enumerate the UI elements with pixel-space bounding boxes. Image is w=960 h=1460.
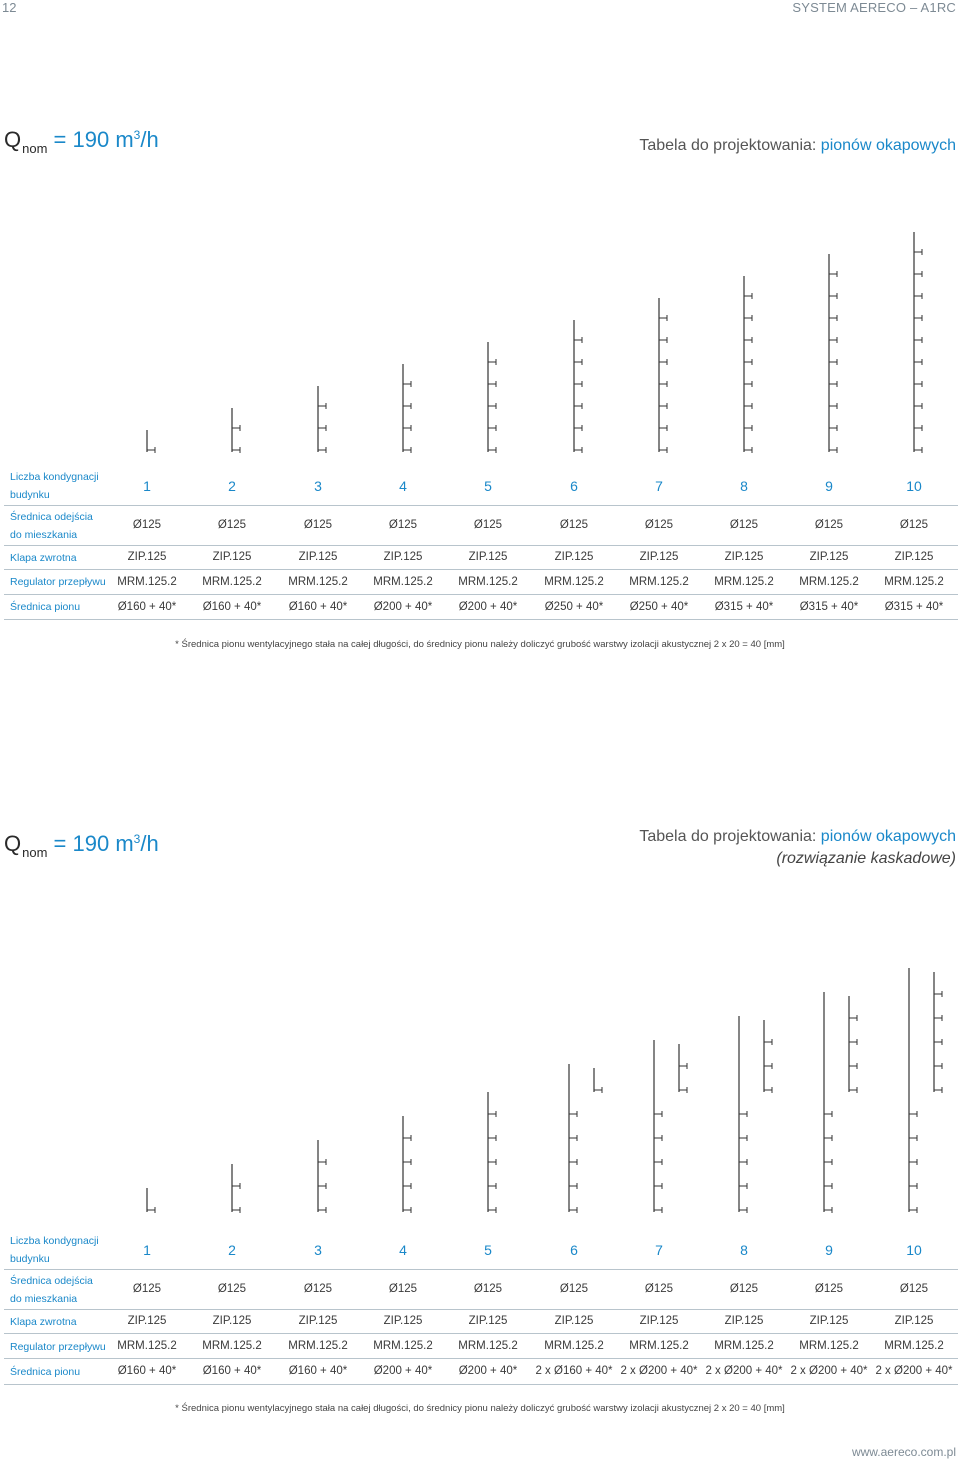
row-divider xyxy=(4,505,958,506)
riser-diameter-cell: Ø160 + 40* xyxy=(288,1365,348,1377)
valve-cell: ZIP.125 xyxy=(298,1315,338,1327)
floor-count-cell: 9 xyxy=(825,478,833,494)
regulator-cell: MRM.125.2 xyxy=(117,1340,177,1352)
title-prefix: Tabela do projektowania: xyxy=(639,828,821,845)
cascade-riser-diagram xyxy=(0,960,960,1220)
regulator-cell: MRM.125.2 xyxy=(629,576,689,588)
website-url: www.aereco.com.pl xyxy=(851,1445,956,1459)
q-symbol: Q xyxy=(4,831,22,856)
riser-diameter-cell: Ø160 + 40* xyxy=(117,1365,177,1377)
q-value: = 190 m xyxy=(47,831,134,856)
regulator-cell: MRM.125.2 xyxy=(799,576,859,588)
riser-diameter-cell: Ø315 + 40* xyxy=(714,601,774,613)
branch-diameter-cell: Ø125 xyxy=(388,1283,418,1295)
floor-count-cell: 2 xyxy=(228,1242,236,1258)
footnote: * Średnica pionu wentylacyjnego stała na całej długości, do średnicy pionu należy doliczyć grubość warstwy izolacji akustycznej 2 x 20 = 40 [mm] xyxy=(175,1403,785,1414)
valve-cell: ZIP.125 xyxy=(724,1315,764,1327)
floor-count-cell: 2 xyxy=(228,478,236,494)
valve-cell: ZIP.125 xyxy=(554,551,594,563)
riser-diameter-cell: 2 x Ø200 + 40* xyxy=(875,1365,953,1377)
branch-diameter-cell: Ø125 xyxy=(899,519,929,531)
label-regulator: Regulator przepływu xyxy=(10,1341,106,1353)
q-value: = 190 m xyxy=(47,127,134,152)
flow-rate-heading xyxy=(4,127,159,156)
valve-cell: ZIP.125 xyxy=(554,1315,594,1327)
branch-diameter-cell: Ø125 xyxy=(559,1283,589,1295)
valve-cell: ZIP.125 xyxy=(809,1315,849,1327)
regulator-cell: MRM.125.2 xyxy=(714,576,774,588)
valve-cell: ZIP.125 xyxy=(383,551,423,563)
riser-diameter-cell: 2 x Ø160 + 40* xyxy=(535,1365,613,1377)
floor-count-cell: 8 xyxy=(740,478,748,494)
riser-diameter-cell: Ø200 + 40* xyxy=(458,1365,518,1377)
branch-diameter-cell: Ø125 xyxy=(729,1283,759,1295)
row-divider xyxy=(4,1384,958,1385)
floor-count-cell: 10 xyxy=(906,1242,922,1258)
label-branch-diameter xyxy=(10,1272,93,1308)
branch-diameter-cell: Ø125 xyxy=(644,519,674,531)
floor-count-cell: 4 xyxy=(399,478,407,494)
regulator-cell: MRM.125.2 xyxy=(629,1340,689,1352)
row-divider xyxy=(4,1333,958,1334)
label-floors-line1: Liczba kondygnacji xyxy=(10,1235,99,1247)
branch-diameter-cell: Ø125 xyxy=(899,1283,929,1295)
q-unit: /h xyxy=(140,831,159,856)
label-floors xyxy=(10,468,99,504)
floor-count-cell: 6 xyxy=(570,1242,578,1258)
regulator-cell: MRM.125.2 xyxy=(373,1340,433,1352)
table-subtitle: (rozwiązanie kaskadowe) xyxy=(776,850,956,867)
row-divider xyxy=(4,1309,958,1310)
title-highlight: pionów okapowych xyxy=(820,828,956,845)
label-floors-line2: budynku xyxy=(10,489,50,501)
branch-diameter-cell: Ø125 xyxy=(473,519,503,531)
branch-diameter-cell: Ø125 xyxy=(814,1283,844,1295)
label-diam-line1: Średnica odejścia xyxy=(10,511,93,523)
label-floors-line2: budynku xyxy=(10,1253,50,1265)
footnote: * Średnica pionu wentylacyjnego stała na całej długości, do średnicy pionu należy doliczyć grubość warstwy izolacji akustycznej 2 x 20 = 40 [mm] xyxy=(175,639,785,650)
riser-diameter-cell: 2 x Ø200 + 40* xyxy=(790,1365,868,1377)
floor-count-cell: 8 xyxy=(740,1242,748,1258)
floor-count-cell: 1 xyxy=(143,1242,151,1258)
riser-diameter-cell: Ø160 + 40* xyxy=(117,601,177,613)
row-divider xyxy=(4,1269,958,1270)
branch-diameter-cell: Ø125 xyxy=(473,1283,503,1295)
label-riser: Średnica pionu xyxy=(10,601,81,613)
regulator-cell: MRM.125.2 xyxy=(714,1340,774,1352)
row-divider xyxy=(4,545,958,546)
branch-diameter-cell: Ø125 xyxy=(644,1283,674,1295)
branch-diameter-cell: Ø125 xyxy=(132,1283,162,1295)
label-valve: Klapa zwrotna xyxy=(10,1316,77,1328)
floor-count-cell: 4 xyxy=(399,1242,407,1258)
floor-count-cell: 7 xyxy=(655,478,663,494)
valve-cell: ZIP.125 xyxy=(383,1315,423,1327)
riser-diameter-cell: Ø200 + 40* xyxy=(373,601,433,613)
q-subscript: nom xyxy=(22,141,48,156)
label-diam-line1: Średnica odejścia xyxy=(10,1275,93,1287)
branch-diameter-cell: Ø125 xyxy=(217,519,247,531)
regulator-cell: MRM.125.2 xyxy=(202,576,262,588)
flow-rate-heading xyxy=(4,831,159,860)
riser-diameter-cell: Ø160 + 40* xyxy=(202,601,262,613)
riser-diameter-cell: Ø200 + 40* xyxy=(458,601,518,613)
regulator-cell: MRM.125.2 xyxy=(288,576,348,588)
regulator-cell: MRM.125.2 xyxy=(884,576,944,588)
label-riser: Średnica pionu xyxy=(10,1366,81,1378)
riser-diagram xyxy=(0,210,960,460)
row-divider xyxy=(4,619,958,620)
branch-diameter-cell: Ø125 xyxy=(132,519,162,531)
riser-diameter-cell: Ø315 + 40* xyxy=(884,601,944,613)
valve-cell: ZIP.125 xyxy=(639,551,679,563)
branch-diameter-cell: Ø125 xyxy=(814,519,844,531)
valve-cell: ZIP.125 xyxy=(212,551,252,563)
valve-cell: ZIP.125 xyxy=(468,551,508,563)
regulator-cell: MRM.125.2 xyxy=(544,576,604,588)
branch-diameter-cell: Ø125 xyxy=(303,519,333,531)
regulator-cell: MRM.125.2 xyxy=(458,1340,518,1352)
regulator-cell: MRM.125.2 xyxy=(884,1340,944,1352)
regulator-cell: MRM.125.2 xyxy=(544,1340,604,1352)
title-highlight: pionów okapowych xyxy=(820,137,956,154)
floor-count-cell: 3 xyxy=(314,1242,322,1258)
riser-diameter-cell: Ø200 + 40* xyxy=(373,1365,433,1377)
valve-cell: ZIP.125 xyxy=(894,551,934,563)
floor-count-cell: 10 xyxy=(906,478,922,494)
regulator-cell: MRM.125.2 xyxy=(117,576,177,588)
regulator-cell: MRM.125.2 xyxy=(288,1340,348,1352)
regulator-cell: MRM.125.2 xyxy=(799,1340,859,1352)
title-prefix: Tabela do projektowania: xyxy=(639,137,821,154)
valve-cell: ZIP.125 xyxy=(298,551,338,563)
regulator-cell: MRM.125.2 xyxy=(373,576,433,588)
valve-cell: ZIP.125 xyxy=(127,551,167,563)
q-symbol: Q xyxy=(4,127,22,152)
riser-diameter-cell: Ø160 + 40* xyxy=(202,1365,262,1377)
q-exponent: 3 xyxy=(133,832,141,846)
riser-diameter-cell: Ø250 + 40* xyxy=(629,601,689,613)
table-title xyxy=(639,826,956,870)
floor-count-cell: 7 xyxy=(655,1242,663,1258)
valve-cell: ZIP.125 xyxy=(127,1315,167,1327)
riser-diameter-cell: Ø315 + 40* xyxy=(799,601,859,613)
riser-diameter-cell: Ø160 + 40* xyxy=(288,601,348,613)
q-unit: /h xyxy=(140,127,159,152)
branch-diameter-cell: Ø125 xyxy=(388,519,418,531)
riser-diameter-cell: 2 x Ø200 + 40* xyxy=(620,1365,698,1377)
branch-diameter-cell: Ø125 xyxy=(729,519,759,531)
floor-count-cell: 5 xyxy=(484,1242,492,1258)
label-branch-diameter xyxy=(10,508,93,544)
q-subscript: nom xyxy=(22,845,48,860)
regulator-cell: MRM.125.2 xyxy=(202,1340,262,1352)
page-number: 12 xyxy=(2,0,17,15)
regulator-cell: MRM.125.2 xyxy=(458,576,518,588)
branch-diameter-cell: Ø125 xyxy=(303,1283,333,1295)
floor-count-cell: 6 xyxy=(570,478,578,494)
floor-count-cell: 1 xyxy=(143,478,151,494)
branch-diameter-cell: Ø125 xyxy=(559,519,589,531)
q-exponent: 3 xyxy=(133,128,141,142)
row-divider xyxy=(4,594,958,595)
row-divider xyxy=(4,1358,958,1359)
valve-cell: ZIP.125 xyxy=(724,551,764,563)
label-diam-line2: do mieszkania xyxy=(10,529,78,541)
table-title xyxy=(639,135,956,157)
row-divider xyxy=(4,569,958,570)
label-diam-line2: do mieszkania xyxy=(10,1293,78,1305)
label-floors-line1: Liczba kondygnacji xyxy=(10,471,99,483)
floor-count-cell: 9 xyxy=(825,1242,833,1258)
valve-cell: ZIP.125 xyxy=(894,1315,934,1327)
floor-count-cell: 5 xyxy=(484,478,492,494)
valve-cell: ZIP.125 xyxy=(468,1315,508,1327)
riser-diameter-cell: 2 x Ø200 + 40* xyxy=(705,1365,783,1377)
valve-cell: ZIP.125 xyxy=(809,551,849,563)
system-name: SYSTEM AERECO – A1RC xyxy=(792,0,956,15)
floor-count-cell: 3 xyxy=(314,478,322,494)
label-valve: Klapa zwrotna xyxy=(10,552,77,564)
valve-cell: ZIP.125 xyxy=(639,1315,679,1327)
label-regulator: Regulator przepływu xyxy=(10,576,106,588)
branch-diameter-cell: Ø125 xyxy=(217,1283,247,1295)
riser-diameter-cell: Ø250 + 40* xyxy=(544,601,604,613)
valve-cell: ZIP.125 xyxy=(212,1315,252,1327)
label-floors xyxy=(10,1232,99,1268)
